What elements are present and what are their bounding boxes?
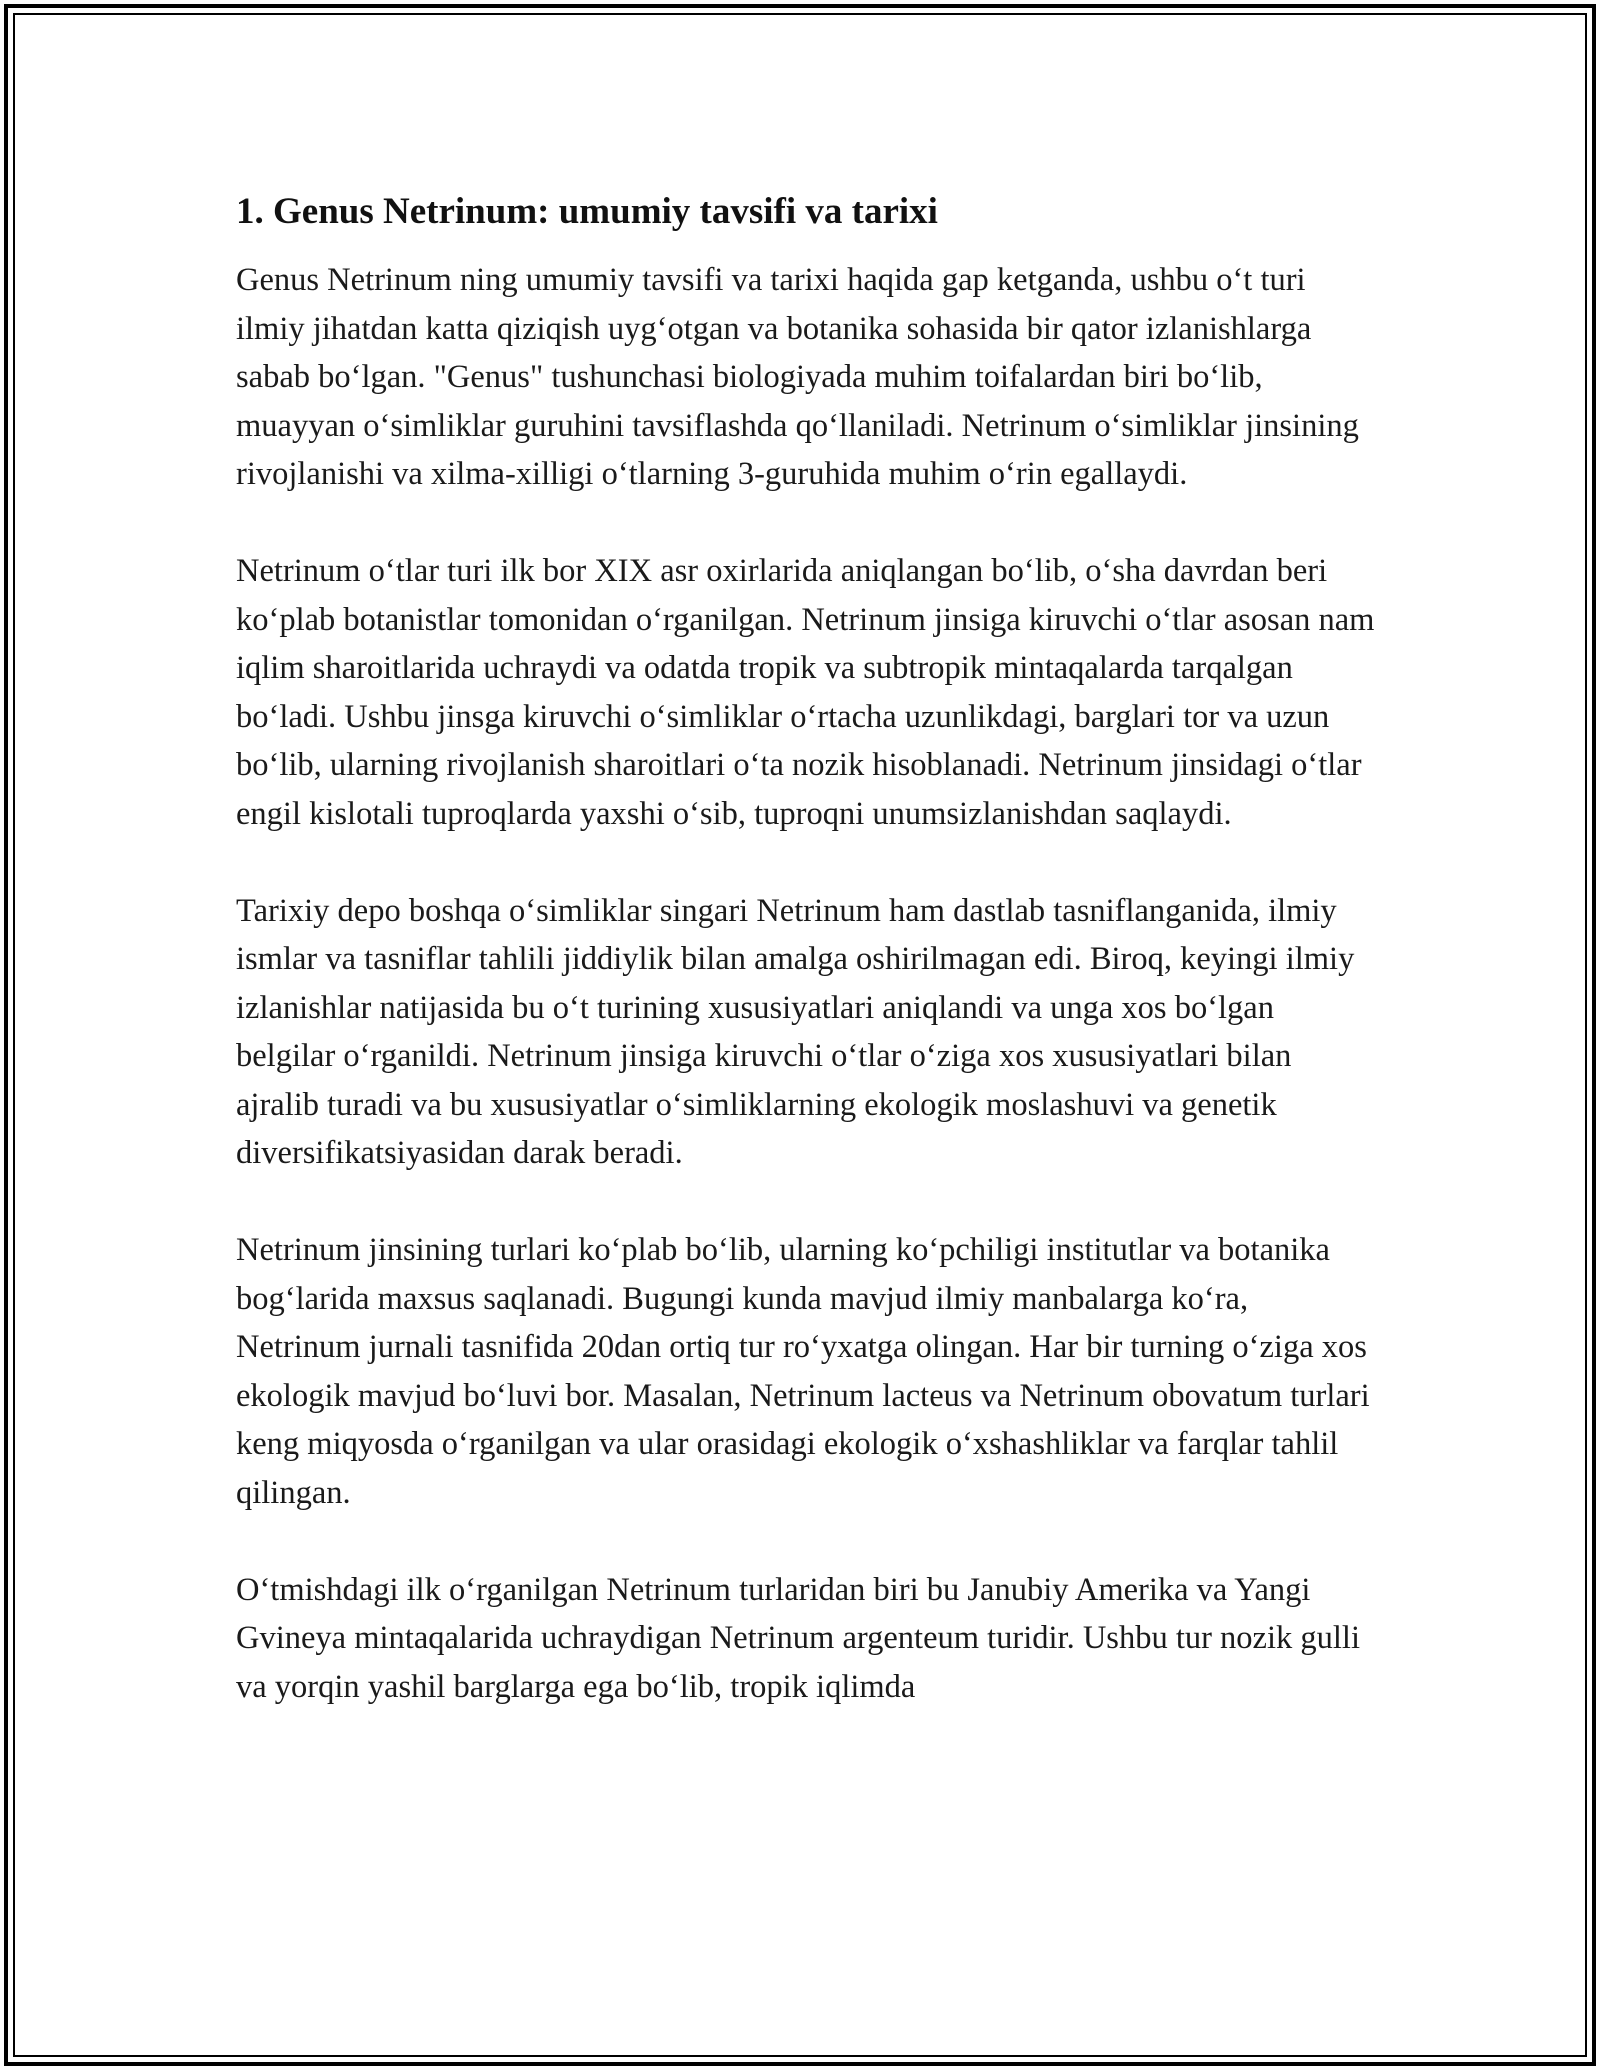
paragraph-2: Netrinum o‘tlar turi ilk bor XIX asr oxirlarida aniqlangan bo‘lib, o‘sha davrdan beri ko‘plab botanistlar tomonidan o‘rganilgan. Netrinum jinsiga kiruvchi o‘tlar asosan nam iqlim sharoitlarida uchraydi va odatda tropik va subtropik mintaqalarda tarqalgan bo‘ladi. Ushbu jinsga kiruvchi o‘simliklar o‘rtacha uzunlikdagi, barglari tor va uzun bo‘lib, ularning rivojlanish sharoitlari o‘ta nozik hisoblanadi. Netrinum jinsidagi o‘tlar engil kislotali tuproqlarda yaxshi o‘sib, tuproqni unumsizlanishdan saqlaydi. xyxy=(236,553,1375,832)
paragraph-3: Tarixiy depo boshqa o‘simliklar singari Netrinum ham dastlab tasniflanganida, ilmiy ismlar va tasniflar tahlili jiddiylik bilan amalga oshirilmagan edi. Biroq, keyingi ilmiy izlanishlar natijasida bu o‘t turining xususiyatlari aniqlandi va unga xos bo‘lgan belgilar o‘rganildi. Netrinum jinsiga kiruvchi o‘tlar o‘ziga xos xususiyatlari bilan ajralib turadi va bu xususiyatlar o‘simliklarning ekologik moslashuvi va genetik diversifikatsiyasidan darak beradi. xyxy=(236,892,1355,1171)
paragraph-1: Genus Netrinum ning umumiy tavsifi va tarixi haqida gap ketganda, ushbu o‘t turi ilmiy jihatdan katta qiziqish uyg‘otgan va botanika sohasida bir qator izlanishlarga sabab bo‘lgan. "Genus" tushunchasi biologiyada muhim toifalardan biri bo‘lib, muayyan o‘simliklar guruhini tavsiflashda qo‘llaniladi. Netrinum o‘simliklar jinsining rivojlanishi va xilma-xilligi o‘tlarning 3-guruhida muhim o‘rin egallaydi. xyxy=(236,262,1359,492)
paragraph-4: Netrinum jinsining turlari ko‘plab bo‘lib, ularning ko‘pchiligi institutlar va botanika bog‘larida maxsus saqlanadi. Bugungi kunda mavjud ilmiy manbalarga ko‘ra, Netrinum jurnali tasnifida 20dan ortiq tur ro‘yxatga olingan. Har bir turning o‘ziga xos ekologik mavjud bo‘luvi bor. Masalan, Netrinum lacteus va Netrinum obovatum turlari keng miqyosda o‘rganilgan va ular orasidagi ekologik o‘xshashliklar va farqlar tahlil qilingan. xyxy=(236,1232,1370,1511)
document-body xyxy=(236,188,1376,1760)
paragraph-5: O‘tmishdagi ilk o‘rganilgan Netrinum turlaridan biri bu Janubiy Amerika va Yangi Gvineya mintaqalarida uchraydigan Netrinum argenteum turidir. Ushbu tur nozik gulli va yorqin yashil barglarga ega bo‘lib, tropik iqlimda xyxy=(236,1571,1360,1705)
section-heading: 1. Genus Netrinum: umumiy tavsifi va tarixi xyxy=(236,191,938,232)
